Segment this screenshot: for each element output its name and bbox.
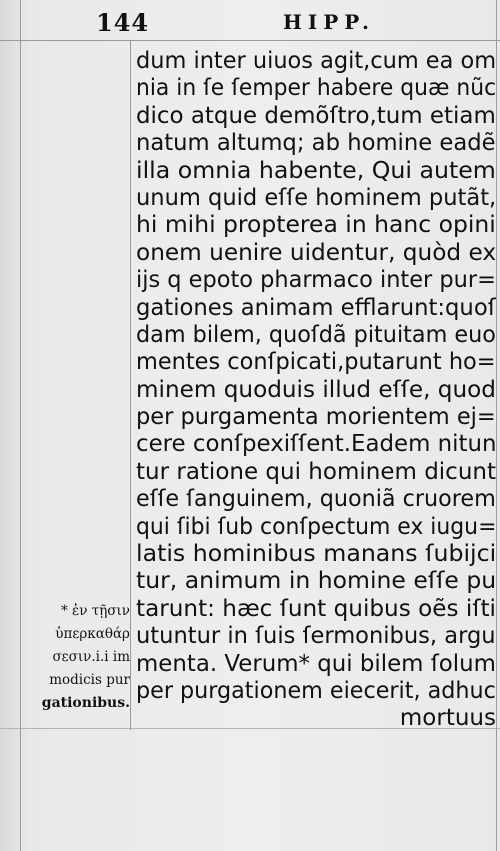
marginal-note-line: modicis pur bbox=[49, 672, 130, 688]
marginal-note-line: ὑπερκαθάρ bbox=[55, 626, 130, 642]
text-line: dico atque demõſtro,tum etiam bbox=[136, 102, 496, 129]
text-line: nia in ſe ſemper habere quæ nũc bbox=[136, 75, 497, 102]
marginal-note-line: σεσιν.i.i im bbox=[52, 649, 130, 665]
marginal-note bbox=[24, 600, 130, 715]
text-line: ijs q epoto pharmaco inter pur= bbox=[136, 267, 496, 294]
text-line: dum inter uiuos agit,cum ea om bbox=[136, 48, 496, 74]
right-margin-rule bbox=[496, 0, 497, 851]
marginal-note-line: * ἐν τῇσιν bbox=[60, 603, 130, 619]
header-rule bbox=[0, 40, 500, 41]
text-line: eſſe ſanguinem, quoniã cruorem bbox=[136, 486, 496, 513]
text-line: tarunt: hæc ſunt quibus oẽs iſti bbox=[136, 595, 496, 622]
gutter-rule bbox=[130, 40, 131, 730]
text-line: latis hominibus manans ſubijci bbox=[136, 541, 497, 568]
text-line: mentes conſpicati,putarunt ho= bbox=[136, 349, 496, 376]
main-text-block bbox=[136, 48, 496, 733]
text-line: qui ſibi ſub conſpectum ex iugu= bbox=[136, 513, 497, 540]
text-line: per purgamenta morientem ej= bbox=[136, 404, 496, 431]
text-line: hi mihi propterea in hanc opini bbox=[136, 212, 496, 239]
text-line: cere conſpexiſſent.Eadem nitun bbox=[136, 431, 497, 458]
text-line: unum quid eſſe hominem putãt, bbox=[136, 184, 496, 211]
text-line: natum altumq; ab homine eadẽ bbox=[136, 130, 496, 157]
text-line: menta. Verum* qui bilem ſolum bbox=[136, 650, 496, 677]
text-line: illa omnia habente, Qui autem bbox=[136, 157, 496, 184]
running-head: HIPP. bbox=[283, 10, 375, 34]
text-line: minem quoduis illud eſſe, quod bbox=[136, 376, 496, 403]
text-line: dam bilem, quoſdã pituitam euo bbox=[136, 321, 496, 348]
catchword: mortuus bbox=[399, 705, 496, 732]
text-line: per purgationem eiecerit, adhuc bbox=[136, 677, 496, 704]
text-line: tur, animum in homine eſſe pu bbox=[136, 568, 496, 595]
text-line: gationes animam efflarunt:quoſ bbox=[136, 294, 496, 321]
left-margin-rule bbox=[20, 0, 21, 851]
text-line: utuntur in ſuis ſermonibus, argu bbox=[136, 623, 496, 650]
page-number: 144 bbox=[96, 8, 150, 37]
text-line: tur ratione qui hominem dicunt bbox=[136, 458, 496, 485]
text-line: onem uenire uidentur, quòd ex bbox=[136, 239, 496, 266]
marginal-note-line: gationibus. bbox=[41, 695, 130, 711]
